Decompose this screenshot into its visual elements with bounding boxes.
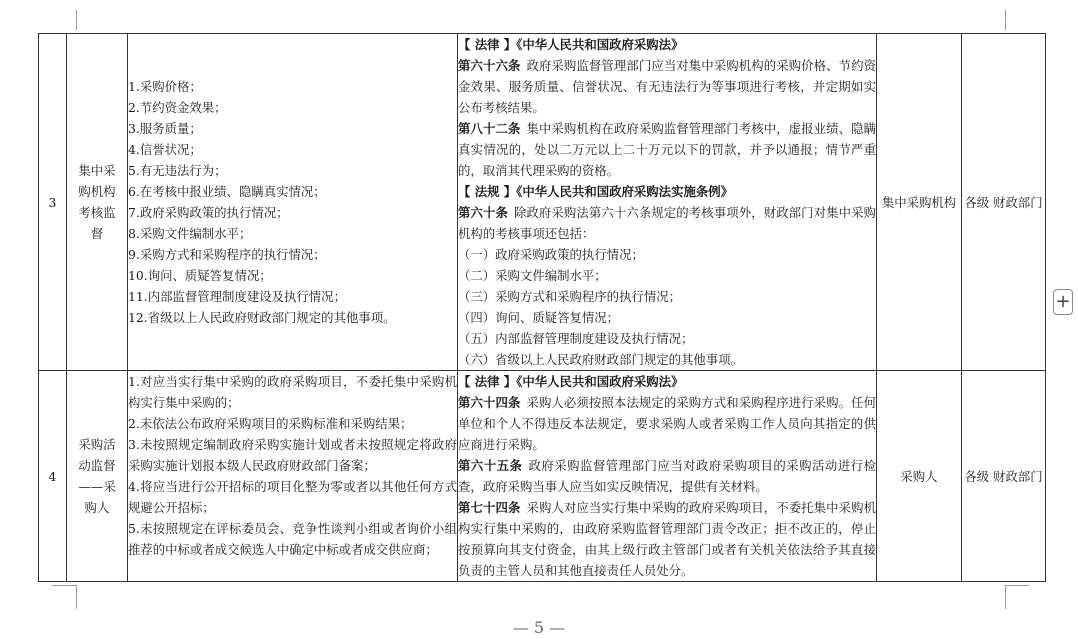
item-name-line: 集中采 bbox=[78, 163, 116, 178]
legal-basis bbox=[458, 34, 877, 371]
article-text: 采购人对应当实行集中采购的政府采购项目，不委托集中采购机构实行集中采购的，由政府采购监督管理部门责令改正；拒不改正的，停止按预算向其支付资金，由其上级行政主管部门或者有关机关依法给予其直接负责的主管人员和其他直接责任人员处分。 bbox=[458, 500, 877, 578]
crop-mark bbox=[76, 585, 77, 609]
content-item: 2.节约资金效果； bbox=[128, 100, 227, 115]
crop-mark bbox=[1005, 585, 1006, 609]
item-name-line: ——采 bbox=[78, 479, 116, 494]
article-text: 政府采购监督管理部门应当对集中采购机构的采购价格、节约资金效果、服务质量、信誉状况、有无违法行为等事项进行考核，并定期如实公布考核结果。 bbox=[458, 58, 877, 115]
article-subitem: （五）内部监督管理制度建设及执行情况； bbox=[458, 331, 694, 346]
article-text: 政府采购监督管理部门应当对政府采购项目的采购活动进行检查，政府采购当事人应当如实反映情况，提供有关材料。 bbox=[458, 458, 876, 494]
item-name-line: 督 bbox=[90, 226, 104, 241]
inspected-subject: 采购人 bbox=[877, 371, 962, 582]
article-title: 第六十四条 bbox=[458, 395, 521, 410]
content-item: 12.省级以上人民政府财政部门规定的其他事项。 bbox=[128, 310, 396, 325]
item-name-line: 动监督 bbox=[78, 458, 116, 473]
law-heading: 【 法律 】《中华人民共和国政府采购法》 bbox=[458, 374, 684, 389]
article-title: 第六十条 bbox=[458, 205, 508, 220]
article-paragraph bbox=[458, 118, 876, 181]
responsible-department: 各级 财政部门 bbox=[962, 371, 1046, 582]
law-heading: 【 法律 】《中华人民共和国政府采购法》 bbox=[458, 37, 684, 52]
item-name-line: 购机构 bbox=[78, 184, 116, 199]
page-number: — 5 — bbox=[512, 618, 566, 637]
inspection-content bbox=[128, 371, 458, 582]
article-title: 第六十六条 bbox=[458, 58, 521, 73]
article-paragraph bbox=[458, 55, 876, 118]
content-item: 2.未依法公布政府采购项目的采购标准和采购结果； bbox=[128, 416, 413, 431]
article-subitem: （三）采购方式和采购程序的执行情况； bbox=[458, 289, 682, 304]
content-item: 10.询问、质疑答复情况； bbox=[128, 268, 272, 283]
crop-mark bbox=[1005, 10, 1006, 30]
article-subitem: （二）采购文件编制水平； bbox=[458, 268, 607, 283]
item-name-line: 采购活 bbox=[78, 437, 116, 452]
content-item: 4.信誉状况； bbox=[128, 142, 202, 157]
article-title: 第八十二条 bbox=[458, 121, 521, 136]
crop-mark bbox=[76, 10, 77, 30]
content-item: 8.采购文件编制水平； bbox=[128, 226, 252, 241]
article-text: 除政府采购法第六十六条规定的考核事项外，财政部门对集中采购机构的考核事项还包括： bbox=[458, 205, 877, 241]
content-item: 3.服务质量； bbox=[128, 121, 202, 136]
inspection-content bbox=[128, 34, 458, 371]
content-item: 5.有无违法行为； bbox=[128, 163, 227, 178]
article-subitem: （四）询问、质疑答复情况； bbox=[458, 310, 620, 325]
inspected-subject: 集中采购机构 bbox=[877, 34, 962, 371]
item-name-line: 考核监 bbox=[78, 205, 116, 220]
article-subitem: （一）政府采购政策的执行情况； bbox=[458, 247, 644, 262]
article-paragraph bbox=[458, 392, 876, 455]
legal-basis bbox=[458, 371, 877, 582]
crop-mark bbox=[52, 585, 76, 586]
expand-button[interactable]: + bbox=[1053, 289, 1073, 315]
item-name bbox=[67, 34, 128, 371]
regulation-table bbox=[38, 33, 1046, 582]
article-title: 第六十五条 bbox=[458, 458, 523, 473]
article-paragraph bbox=[458, 497, 876, 581]
content-item: 1.采购价格； bbox=[128, 79, 202, 94]
table-row bbox=[39, 371, 1046, 582]
crop-mark bbox=[1005, 585, 1029, 586]
content-item: 5.未按照规定在评标委员会、竞争性谈判小组或者询价小组推荐的中标或者成交候选人中确定中标或者成交供应商； bbox=[128, 521, 457, 557]
row-number: 3 bbox=[39, 34, 67, 371]
article-text: 采购人必须按照本法规定的采购方式和采购程序进行采购。任何单位和个人不得违反本法规定，要求采购人或者采购工作人员向其指定的供应商进行采购。 bbox=[458, 395, 877, 452]
row-number: 4 bbox=[39, 371, 67, 582]
responsible-department: 各级 财政部门 bbox=[962, 34, 1046, 371]
article-subitem: （六）省级以上人民政府财政部门规定的其他事项。 bbox=[458, 352, 743, 367]
content-item: 9.采购方式和采购程序的执行情况； bbox=[128, 247, 326, 262]
table-row bbox=[39, 34, 1046, 371]
article-paragraph bbox=[458, 455, 876, 497]
item-name-line: 购人 bbox=[84, 500, 110, 515]
content-item: 6.在考核中报业绩、隐瞒真实情况； bbox=[128, 184, 326, 199]
article-text: 集中采购机构在政府采购监督管理部门考核中，虚报业绩、隐瞒真实情况的，处以二万元以上二十万元以下的罚款，并予以通报；情节严重的，取消其代理采购的资格。 bbox=[458, 121, 877, 178]
content-item: 7.政府采购政策的执行情况； bbox=[128, 205, 289, 220]
content-item: 1.对应当实行集中采购的政府采购项目，不委托集中采购机构实行集中采购的； bbox=[128, 374, 457, 410]
article-paragraph bbox=[458, 202, 876, 244]
content-item: 3.未按照规定编制政府采购实施计划或者未按照规定将政府采购实施计划报本级人民政府财政部门备案； bbox=[128, 437, 457, 473]
content-item: 4.将应当进行公开招标的项目化整为零或者以其他任何方式规避公开招标； bbox=[128, 479, 457, 515]
item-name bbox=[67, 371, 128, 582]
article-title: 第七十四条 bbox=[458, 500, 521, 515]
content-item: 11.内部监督管理制度建设及执行情况； bbox=[128, 289, 346, 304]
regulation-heading: 【 法规 】《中华人民共和国政府采购法实施条例》 bbox=[458, 184, 734, 199]
